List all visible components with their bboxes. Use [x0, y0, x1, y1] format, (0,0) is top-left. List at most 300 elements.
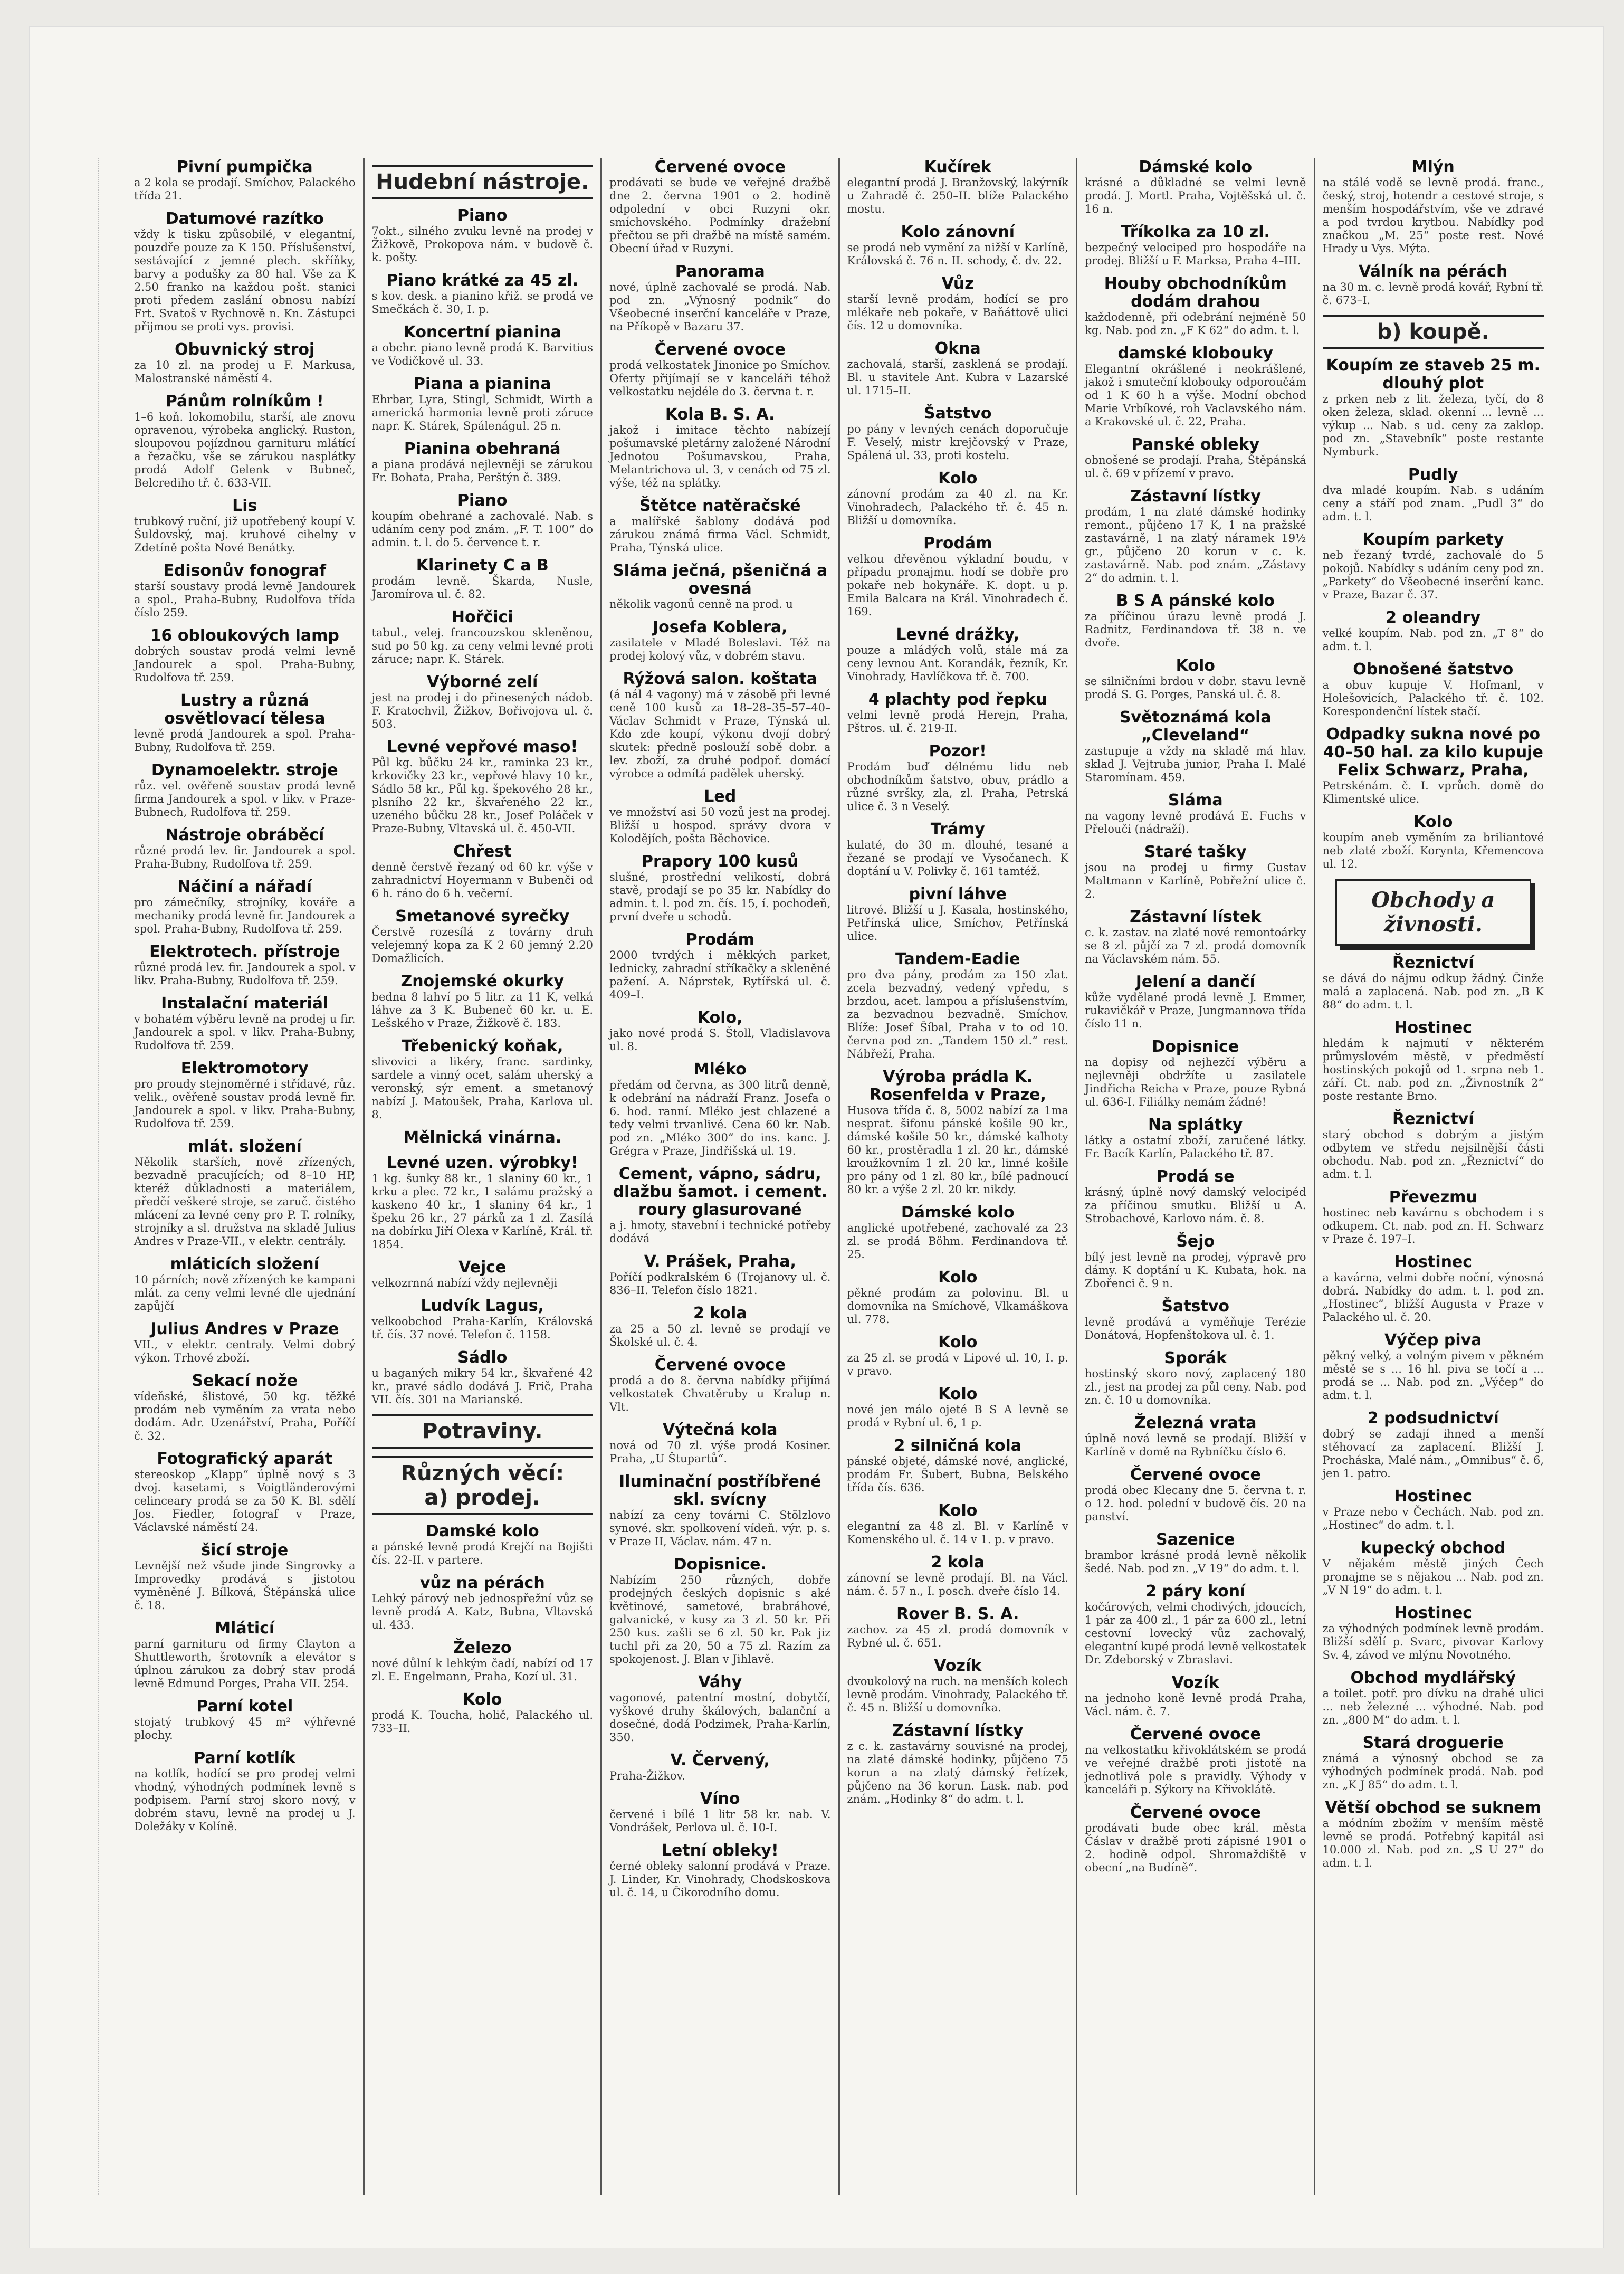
section-misc-sub: a) prodej.: [424, 1486, 541, 1510]
ad-title: Hořčici: [451, 608, 513, 626]
ad-title: 2 kola: [693, 1304, 747, 1322]
ad-title: Staré tašky: [1144, 843, 1247, 861]
section-heading-music: Hudební nástroje.: [372, 165, 594, 199]
ad-title: Parní kotel: [196, 1697, 293, 1716]
ad-text: bílý jest levně na prodej, výpravě pro dámy. K doptání u K. Kubata, hok. na Zbořenci č. 9 n.: [1085, 1251, 1306, 1290]
section-misc-title: Různých věcí:: [400, 1461, 565, 1486]
classified-ad: [372, 1691, 594, 1735]
ad-title: Kučírek: [924, 158, 991, 176]
classified-ad: [372, 673, 594, 731]
classified-ad: [134, 826, 356, 871]
ad-text: starý obchod s dobrým a jistým odbytem ve středu nejsilnější části obchodu. Nab. pod zn. „Řeznictví“ do adm. t. l.: [1322, 1128, 1544, 1181]
column-2: [365, 158, 603, 2195]
classified-ad: [847, 886, 1069, 943]
ad-title: Levné vepřové maso!: [387, 738, 578, 756]
ad-title: Damské kolo: [425, 1522, 539, 1540]
classified-ad: [134, 158, 356, 203]
ad-title: 2 oleandry: [1386, 608, 1481, 627]
ad-text: levně prodává a vyměňuje Terézie Donátová, Hopfenštokova ul. č. 1.: [1085, 1316, 1306, 1341]
classified-ad: [847, 743, 1069, 813]
classified-ad: [1085, 158, 1306, 216]
ad-title: Pozor!: [929, 742, 987, 760]
ad-text: koupím aneb vyměním za briliantové neb zlaté zboží. Korynta, Křemencova ul. 12.: [1322, 831, 1544, 870]
ad-text: látky a ostatní zboží, zaručené látky. Fr. Bacík Karlín, Palackého tř. 87.: [1085, 1134, 1306, 1160]
ad-title: Panorama: [675, 262, 765, 281]
ad-text: Levnější než všude jinde Singrovky a Improvedky prodává s jistotou vyměněné J. Bílková, Štěpánská ulice č. 18.: [134, 1559, 356, 1612]
ad-title: Kolo: [1413, 813, 1453, 831]
ad-text: v bohatém výběru levně na prodej u fir. Jandourek a spol. v likv. Praha-Bubny, Rudolfova tř. 259.: [134, 1013, 356, 1052]
ad-title: Trámy: [930, 820, 985, 839]
ad-title: Řeznictví: [1392, 954, 1474, 972]
classified-ad: [609, 1253, 831, 1297]
ad-title: Výčep piva: [1384, 1331, 1482, 1349]
ad-title: Kolo: [938, 1333, 978, 1352]
ad-title: Zástavní lístky: [1130, 487, 1261, 506]
ad-title: Levné uzen. výrobky!: [386, 1154, 578, 1172]
ad-text: hostinský skoro nový, zaplacený 180 zl., jest na prodej za půl ceny. Nab. pod zn. č. 10 u domovníka.: [1085, 1367, 1306, 1406]
classified-ad: [134, 943, 356, 987]
section-heading-buy: b) koupě.: [1323, 315, 1544, 349]
ad-text: na vagony levně prodává E. Fuchs v Přelouči (nádraží).: [1085, 810, 1306, 835]
ad-title: Vozík: [934, 1657, 982, 1675]
ad-text: 10 párních; nově zřízených ke kampani mlát. za ceny velmi levné dle ujednání zapůjčí: [134, 1273, 356, 1312]
classified-ad: [134, 341, 356, 385]
ad-text: Nabízím 250 různých, dobře prodejných českých dopisnic s aké květinové, sametové, brabráhové, galvanické, v kusy za 3 zl. 50 kr. Při 250 kus. zašli se 6 zl. 50 kr. Pak jiz tuchl při za 20, 50 a 75 zl. Razím za spokojenost. J. Blan v Jihlavě.: [609, 1574, 831, 1666]
classified-ad: [1323, 726, 1544, 806]
ad-text: zachov. za 45 zl. prodá domovník v Rybné ul. č. 651.: [847, 1623, 1068, 1649]
classified-ad: [1323, 661, 1544, 718]
ad-text: Lehký párový neb jednospřežní vůz se levně prodá A. Katz, Bubna, Vltavská ul. 433.: [371, 1592, 593, 1631]
ad-text: hledám k najmutí v některém průmyslovém městě, v předměstí hostinských pokojů od 1. srpna neb 1. září. Ct. nab. pod zn. „Živnostník 2“ poste restante Brno.: [1322, 1037, 1544, 1102]
classified-ad: [609, 853, 831, 924]
ad-title: Piano: [457, 491, 508, 510]
classified-ad: [609, 1556, 831, 1666]
classified-ad: [1085, 709, 1306, 784]
classified-ad: [847, 1554, 1069, 1598]
ad-title: Dámské kolo: [1139, 158, 1253, 176]
ad-title: Elektrotech. přístroje: [149, 943, 340, 961]
ad-text: Prodám buď délnému lidu neb obchodníkům šatstvo, obuv, prádlo a různé svršky, zla, zl. Praha, Petrská ulice č. 3 n Veselý.: [847, 760, 1068, 813]
ad-text: anglické upotřebené, zachovalé za 23 zl. se prodá Böhm. Ferdinandova tř. 25.: [847, 1222, 1068, 1261]
ad-title: Mláticí: [215, 1619, 275, 1638]
classified-ad: [1085, 1168, 1306, 1225]
ad-title: Cement, vápno, sádru, dlažbu šamot. i cement. roury glasurované: [613, 1165, 827, 1219]
classified-ad: [847, 1722, 1069, 1806]
ad-title: V. Červený,: [670, 1751, 770, 1769]
classified-ad: [1323, 1539, 1544, 1597]
ad-text: 1–6 koň. lokomobilu, starší, ale znovu opravenou, výrobeka anglický. Ruston, sloupovou pojízdnou garnituru mlátící a řezačku, vše se zárukou nasplátky prodá Adolf Gelenk v Bubneč, Belcrediho tř. č. 633-VII.: [134, 411, 356, 489]
classified-ad: [1085, 1674, 1306, 1718]
classified-ad: [609, 1356, 831, 1414]
classified-ad: [609, 788, 831, 845]
ad-text: litrové. Bližší u J. Kasala, hostinského, Petřínská ulice, Smíchov, Petřínská ulice.: [847, 903, 1068, 943]
classified-ad: [1323, 1410, 1544, 1480]
ad-title: Lis: [232, 497, 257, 515]
classified-ad: [847, 470, 1069, 527]
classified-ad: [609, 1790, 831, 1834]
ad-text: hostinec neb kavárnu s obchodem i s odkupem. Ct. nab. pod zn. H. Schwarz v Praze č. 197–I.: [1322, 1206, 1544, 1245]
ad-title: Vůz: [941, 274, 974, 293]
ad-title: Rover B. S. A.: [896, 1605, 1019, 1623]
classified-ad: [372, 973, 594, 1030]
ad-title: Mlýn: [1411, 158, 1455, 176]
ad-title: Převezmu: [1389, 1188, 1477, 1206]
ad-text: různé prodá lev. fir. Jandourek a spol. Praha-Bubny, Rudolfova tř. 259.: [134, 844, 356, 870]
ad-title: Piano krátké za 45 zl.: [386, 271, 579, 290]
ad-title: Sporák: [1164, 1349, 1227, 1367]
classified-ad: [847, 405, 1069, 462]
ad-title: Sádlo: [457, 1348, 508, 1367]
column-3: [602, 158, 840, 2195]
ad-text: velmi levně prodá Herejn, Praha, Pštros. ul. č. 219-II.: [847, 709, 1068, 735]
ad-title: Kolo zánovní: [901, 223, 1015, 241]
ad-text: bezpečný velociped pro hospodáře na prodej. Bližší u F. Marksa, Praha 4–III.: [1085, 241, 1306, 267]
ad-title: Náčiní a nářadí: [177, 878, 312, 896]
ad-text: na 30 m. c. levně prodá kovář, Rybní tř. č. 673–I.: [1322, 281, 1544, 307]
ad-text: pro dva pány, prodám za 150 zlat. zcela bezvadný, vedený vpředu, s brzdou, acet. lampou a příslušenstvím, za bezvadnou bezvadně. Smíchov. Blíže: Josef Šíbal, Praha v to od 10. června pod zn. „Tandem 150 zl.“ rest. Nábřeží, Praha.: [847, 968, 1068, 1060]
ad-title: Pudly: [1408, 465, 1458, 484]
ad-text: prodá obec Klecany dne 5. června t. r. o 12. hod. polední v budově čís. 20 na panství.: [1085, 1484, 1306, 1523]
classified-ad: [1323, 954, 1544, 1012]
ad-title: Červené ovoce: [654, 340, 786, 359]
ad-title: damské klobouky: [1117, 344, 1274, 363]
ad-title: V. Prášek, Praha,: [644, 1252, 796, 1271]
ad-title: Mléko: [693, 1060, 747, 1079]
ad-title: Datumové razítko: [165, 210, 324, 228]
ad-text: zachovalá, starší, zasklená se prodají. Bl. u stavitele Ant. Kubra v Lazarské ul. 1715–II.: [847, 358, 1068, 397]
classified-ad: [372, 738, 594, 835]
ad-text: vídeňské, šlistové, 50 kg. těžké prodám neb vyměním za vrata nebo dodám. Adr. Uzenářství, Praha, Poříčí č. 32.: [134, 1390, 356, 1442]
ad-text: prodám levně. Škarda, Nusle, Jaromírova ul. č. 82.: [371, 575, 593, 601]
ad-text: a obuv kupuje V. Hofmanl, v Holešovicích, Palackého tř. č. 102. Korespondenční lístek stačí.: [1322, 679, 1544, 718]
ad-title: Železná vrata: [1134, 1414, 1257, 1432]
ad-title: Šejo: [1176, 1232, 1215, 1251]
ad-title: Julius Andres v Praze: [150, 1320, 339, 1338]
ad-text: Čerstvě rozesílá z továrny druh velejemný kopa za K 2 60 jemný 2.20 Domažlicích.: [371, 926, 593, 965]
classified-ad: [134, 995, 356, 1052]
ad-title: Kolo: [1176, 656, 1215, 675]
ad-text: se dává do nájmu odkup žádný. Činže malá a zaplacená. Nab. pod zn. „B K 88“ do adm. t. l.: [1322, 972, 1544, 1011]
classified-ad: [1323, 813, 1544, 871]
ad-text: za výhodných podmínek levně prodám. Bližší sdělí p. Svarc, pivovar Karlovy Sv. 4, závod ve mlýnu Novotného.: [1322, 1622, 1544, 1661]
ad-text: Petrskénám. č. I. vprůch. domě do Klimentské ulice.: [1322, 779, 1544, 805]
ad-title: Větší obchod se suknem: [1325, 1799, 1541, 1817]
ad-text: slivovici a likéry, franc. sardinky, sardele a vinný ocet, salám uherský a veronský, sýr ement. a smetanový nabízí J. Matoušek, Praha, Karlova ul. 8.: [371, 1055, 593, 1121]
classified-ad: [134, 210, 356, 334]
classified-ad: [609, 1009, 831, 1053]
ad-title: 2 kola: [931, 1553, 985, 1572]
classified-columns: [127, 158, 1551, 2195]
classified-ad: [372, 1574, 594, 1632]
classified-ad: [847, 1334, 1069, 1378]
classified-ad: [1085, 275, 1306, 337]
ad-title: Prodám: [685, 930, 754, 949]
ad-text: kulaté, do 30 m. dlouhé, tesané a řezané se prodají ve Vysočanech. K doptání u V. Polivky č. 161 tamtéž.: [847, 839, 1068, 878]
section-heading-misc: [372, 1456, 594, 1515]
ad-title: Na splátky: [1148, 1116, 1243, 1134]
ad-text: a toilet. potř. pro dívku na drahé ulici ... neb železné ... výhodné. Nab. pod zn. „800 M“ do adm. t. l.: [1322, 1687, 1544, 1726]
classified-ad: [847, 1068, 1069, 1196]
ad-text: dvoukolový na ruch. na menších kolech levně prodám. Vinohrady, Palackého tř. č. 45 n. Bližší u domovníka.: [847, 1675, 1068, 1714]
classified-ad: [1085, 1466, 1306, 1524]
classified-ad: [372, 557, 594, 601]
classified-ad: [1085, 1349, 1306, 1407]
classified-ad: [609, 1673, 831, 1744]
classified-ad: [609, 406, 831, 490]
ad-title: Dynamoelektr. stroje: [151, 761, 338, 779]
ad-title: Mělnická vinárna.: [403, 1128, 562, 1147]
classified-ad: [847, 275, 1069, 332]
ad-title: Jelení a dančí: [1135, 973, 1255, 991]
ad-title: Prodám: [923, 534, 992, 553]
ad-title: Odpadky sukna nové po 40–50 hal. za kilo kupuje Felix Schwarz, Praha,: [1323, 725, 1543, 779]
margin-dots: [98, 158, 101, 2195]
classified-ad: [1085, 488, 1306, 585]
ad-text: dobrých soustav prodá velmi levně Jandourek a spol. Praha-Bubny, Rudolfova tř. 259.: [134, 645, 356, 684]
ad-title: Červené ovoce: [1130, 1803, 1261, 1822]
ad-text: velké koupím. Nab. pod zn. „T 8“ do adm. t. l.: [1322, 627, 1544, 653]
classified-ad: [1323, 1734, 1544, 1792]
classified-ad: [847, 821, 1069, 878]
ad-text: Husova třída č. 8, 5002 nabízí za 1ma nesprat. šifonu pánské košile 90 kr., dámské košile 50 kr., dámské kalhoty 60 kr., prostěradla 1 zl. 20 kr., dámské kroužkovním 1 zl. 20 kr., linné košile pro pány od 1 zl. 80 kr., bílé padnoucí 80 kr. a výše 2 zl. 20 kr. nikdy.: [847, 1104, 1068, 1196]
classified-ad: [1323, 1188, 1544, 1246]
ad-title: Josefa Koblera,: [652, 618, 788, 636]
classified-ad: [1323, 1253, 1544, 1324]
ad-title: Víno: [700, 1790, 740, 1808]
classified-ad: [1085, 345, 1306, 429]
ad-text: a kavárna, velmi dobře noční, výnosná dobrá. Nabídky do adm. t. l. pod zn. „Hostinec“, bližší Augusta v Praze v Palackého ul. č. 20.: [1322, 1271, 1544, 1324]
ad-text: několik vagonů cenně na prod. u: [609, 598, 793, 611]
classified-ad: [1085, 657, 1306, 701]
ad-title: Zástavní lístky: [892, 1721, 1024, 1740]
classified-ad: [134, 692, 356, 754]
ad-text: na kotlík, hodící se pro prodej velmi vhodný, výhodných podmínek levně s podpisem. Parní stroj skoro nový, v dobrém stavu, levně na prodej u J. Doležáky v Kolíně.: [134, 1767, 356, 1833]
ad-text: prodá a do 8. června nabídky přijímá velkostatek Chvatěruby u Kralup n. Vlt.: [609, 1374, 831, 1413]
classified-ad: [1323, 357, 1544, 459]
ad-text: velkou dřevěnou výkladní boudu, v případu pronajmu. hodí se dobře pro pokaře neb hokynáře. K. dopt. u p. Emila Balcara na Král. Vinohradech č. 169.: [847, 553, 1068, 618]
ad-title: Železo: [453, 1639, 512, 1657]
ad-title: Edisonův fonograf: [163, 562, 327, 580]
classified-ad: [372, 272, 594, 316]
ad-text: starší levně prodám, hodící se pro mlékaře neb pokaře, v Baňáttově ulici čís. 12 u domovníka.: [847, 293, 1068, 332]
classified-ad: [134, 1620, 356, 1690]
classified-ad: [1085, 1583, 1306, 1667]
ad-title: Iluminační postříbřené skl. svícny: [619, 1472, 821, 1509]
ad-text: Půl kg. bůčku 24 kr., raminka 23 kr., krkovičky 23 kr., vepřové hlavy 10 kr., Sádlo 58 kr., Půl kg. špekového 28 kr., plsního 22 kr., škvařeného 22 kr., uzeného bůčku 28 kr., Josef Poláček v Praze-Bubny, Vltavská ul. č. 450-VII.: [371, 756, 593, 835]
ad-title: Koupím parkety: [1362, 530, 1504, 549]
ad-text: denně čerstvě řezaný od 60 kr. výše v zahradnictví Hoyermann v Bubenči od 6 h. ráno do 6 h. večerní.: [371, 861, 593, 900]
ad-text: zasilatele v Mladé Boleslavi. Též na prodej kolový vůz, v dobrém stavu.: [609, 636, 831, 662]
classified-ad: [847, 340, 1069, 397]
ad-text: na jednoho koně levně prodá Praha, Václ. nám. č. 7.: [1085, 1692, 1306, 1718]
ad-text: nové důlní k lehkým čadí, nabízí od 17 zl. E. Engelmann, Praha, Kozí ul. 31.: [371, 1657, 593, 1683]
classified-ad: [609, 1752, 831, 1783]
ad-text: koupím obehrané a zachovalé. Nab. s udáním ceny pod znám. „F. T. 100“ do admin. t. l. do 5. července t. r.: [371, 510, 593, 549]
classified-ad: [134, 393, 356, 490]
classified-ad: [609, 263, 831, 334]
ad-text: červené i bílé 1 litr 58 kr. nab. V. Vondrášek, Perlova ul. č. 10-I.: [609, 1808, 831, 1834]
classified-ad: [1323, 609, 1544, 653]
classified-ad: [1085, 1726, 1306, 1796]
classified-ad: [609, 1421, 831, 1466]
classified-ad: [847, 691, 1069, 735]
classified-ad: [1085, 1804, 1306, 1875]
ad-text: prodá velkostatek Jinonice po Smíchov. Oferty přijímají se v kanceláři téhož velkostatku nejdéle do 3. června t. r.: [609, 359, 831, 398]
ad-text: každodenně, při odebrání nejméně 50 kg. Nab. pod zn. „F K 62“ do adm. t. l.: [1085, 311, 1306, 337]
ad-title: Šatstvo: [923, 404, 992, 423]
ad-text: Praha-Žižkov.: [609, 1769, 685, 1782]
ad-text: pro proudy stejnoměrné i střídavé, růz. velik., ověřeně soustav prodá levně fir. Jandourek a spol. v likv. Praha-Bubny, Rudolfova tř. 259.: [134, 1078, 356, 1130]
classified-ad: [847, 626, 1069, 683]
ad-text: a piana prodává nejlevněji se zárukou Fr. Bohata, Praha, Perštýn č. 389.: [371, 458, 593, 484]
classified-ad: [847, 1385, 1069, 1430]
section-box-shops: Obchody a živnosti.: [1335, 879, 1532, 946]
ad-title: Červené ovoce: [1130, 1466, 1261, 1484]
ad-text: jest na prodej i do přinesených nádob. F. Kratochvil, Žižkov, Bořivojova ul. č. 503.: [371, 691, 593, 730]
classified-ad: [609, 931, 831, 1002]
ad-title: B S A pánské kolo: [1116, 592, 1275, 610]
ad-text: za příčinou úrazu levně prodá J. Radnitz, Ferdinandova tř. 38 n. ve dvoře.: [1085, 610, 1306, 649]
ad-title: Obchod mydlářský: [1350, 1669, 1516, 1687]
ad-title: 16 obloukových lamp: [150, 626, 339, 645]
ad-text: a obchr. piano levně prodá K. Barvitius ve Vodičkově ul. 33.: [371, 341, 593, 367]
ad-text: (á nál 4 vagony) má v zásobě při levné ceně 100 kusů za 18–28–35–57–40– Václav Schmidt v Praze, Týnská ul. Kdo zde koupí, výkonu dvojí dobrý skutek: předně poslouží sobě dobr. a lev. zboží, za druhé podpoř. domácí výrobce a odmítá padělek uherský.: [609, 688, 831, 780]
ad-title: Řeznictví: [1392, 1110, 1474, 1128]
classified-ad: [372, 492, 594, 549]
classified-ad: [372, 207, 594, 264]
classified-ad: [134, 762, 356, 819]
ad-title: Kolo: [938, 1501, 978, 1520]
classified-ad: [847, 158, 1069, 216]
ad-text: různé prodá lev. fir. Jandourek a spol. v likv. Praha-Bubny, Rudolfova tř. 259.: [134, 961, 356, 987]
ad-text: 2000 tvrdých i měkkých parket, lednicky, zahradní stříkačky a skleněné pažení. A. Náprstek, Rytířská ul. č. 409–I.: [609, 949, 831, 1001]
ad-title: Sláma ječná, pšeničná a ovesná: [613, 562, 828, 598]
ad-text: 1 kg. šunky 88 kr., 1 slaniny 60 kr., 1 krku a plec. 72 kr., 1 salámu pražský a kaskeno 40 kr., 1 slaniny 64 kr., 1 špeku 26 kr., 27 párků za 1 zl. Zasílá na dobírku Jiří Olexa v Karlíně, Král. tř. 1854.: [371, 1172, 593, 1251]
classified-ad: [609, 619, 831, 663]
classified-ad: [134, 1372, 356, 1443]
ad-text: ve množství asi 50 vozů jest na prodej. Bližší u hospod. správy dvora v Kolodějích, pošta Běchovice.: [609, 806, 831, 845]
ad-text: elegantní prodá J. Branžovský, lakýrník u Zahradě č. 250–II. blíže Palackého mostu.: [847, 176, 1068, 215]
ad-text: VII., v elektr. centraly. Velmi dobrý výkon. Trhové zboží.: [134, 1338, 356, 1364]
classified-ad: [609, 341, 831, 398]
ad-title: Rýžová salon. koštata: [623, 670, 818, 688]
classified-ad: [1085, 1298, 1306, 1342]
ad-title: Pánům rolníkům !: [165, 392, 324, 411]
ad-title: šicí stroje: [201, 1541, 289, 1559]
ad-text: na velkostatku křivoklátském se prodá ve veřejné dražbě proti jistotě na jednotlivá pole s pravidly. Výhody v kanceláři p. Sýkory na Křivoklátě.: [1085, 1744, 1306, 1796]
classified-ad: [609, 1165, 831, 1245]
ad-text: velkozrnná nabízí vždy nejlevněji: [371, 1277, 558, 1289]
ad-title: Výroba prádla K. Rosenfelda v Praze,: [869, 1068, 1046, 1104]
classified-ad: [609, 158, 831, 255]
classified-ad: [1085, 973, 1306, 1031]
ad-title: Tandem-Eadie: [895, 950, 1020, 968]
ad-title: Houby obchodníkům dodám drahou: [1104, 274, 1287, 311]
ad-text: dobrý se zadají ihned a menší stěhovací za zaplacení. Bližší J. Procháska, Malé nám., „Omnibus“ č. 6, jen 1. patro.: [1322, 1428, 1544, 1480]
ad-title: mlát. složení: [187, 1137, 302, 1156]
ad-text: 7okt., silného zvuku levně na prodej v Žižkově, Prokopova nám. v budově č. k. pošty.: [371, 225, 593, 264]
ad-title: Červené ovoce: [654, 1356, 786, 1374]
ad-text: vždy k tisku způsobilé, v elegantní, pouzdře pouze za K 150. Příslušenství, sestávající z jemné plech. skříňky, barvy a podušky za 80 hal. Vše za K 2.50 franko na každou pošt. stanici proti předem zaslání obnosu nabízí Frt. Svatoš v Rychnově n. Kn. Zástupci přijmou se proti vys. provisi.: [134, 228, 356, 333]
ad-title: kupecký obchod: [1361, 1539, 1506, 1557]
ad-title: mláticích složení: [170, 1255, 319, 1273]
classified-ad: [609, 1473, 831, 1548]
ad-text: bedna 8 lahví po 5 litr. za 11 K, velká láhve za 3 K. Bubeneč 60 kr. u. E. Lešského v Praze, Žižkově č. 183.: [371, 991, 593, 1030]
classified-ad: [372, 1154, 594, 1251]
ad-text: u baganých mikry 54 kr., škvařené 42 kr., pravé sádlo dodává J. Frič, Praha VII. čís. 301 na Marianské.: [371, 1367, 593, 1406]
ad-text: prodám, 1 na zlaté dámské hodinky remont., půjčeno 17 K, 1 na pražské zastavárně, 1 na zlatý náramek 19½ gr., půjčeno 20 korun v c. k. zastavárně. Nab. pod znám. „Zástavy 2“ do admin. t. l.: [1085, 506, 1306, 584]
classified-ad: [372, 375, 594, 433]
ad-title: Vozík: [1171, 1673, 1219, 1692]
ad-title: Kolo: [463, 1690, 502, 1709]
classified-ad: [1323, 466, 1544, 524]
classified-ad: [372, 1129, 594, 1147]
ad-text: kůže vydělané prodá levně J. Emmer, rukavičkář v Praze, Jungmannova třída číslo 11 n.: [1085, 991, 1306, 1030]
ad-text: kočárových, velmi chodivých, jdoucích, 1 pár za 400 zl., 1 pár za 600 zl., letní cestovní lovecký vůz zachovalý, elegantní kupé prodá levně velkostatek Dr. Zdeborský v Zbraslavi.: [1085, 1601, 1306, 1666]
ad-text: a módním zbožím v menším městě levně se prodá. Potřebný kapitál asi 10.000 zl. Nab. pod zn. „S U 27“ do adm. t. l.: [1322, 1817, 1544, 1869]
ad-title: Klarinety C a B: [416, 556, 549, 575]
classified-ad: [134, 1698, 356, 1742]
ad-text: a j. hmoty, stavební i technické potřeby dodává: [609, 1219, 831, 1245]
ad-title: Zástavní lístek: [1130, 908, 1262, 926]
classified-ad: [1085, 1038, 1306, 1109]
classified-ad: [1323, 158, 1544, 255]
ad-title: Pianina obehraná: [404, 440, 561, 458]
ad-title: Vejce: [458, 1258, 507, 1277]
classified-ad: [1085, 1116, 1306, 1160]
classified-ad: [1085, 792, 1306, 836]
ad-text: parní garnituru od firmy Clayton a Shuttleworth, šrotovník a elevátor s úplnou zárukou za dobrý stav prodá levně Edmund Porges, Praha VII. 254.: [134, 1638, 356, 1690]
classified-ad: [134, 1542, 356, 1612]
ad-title: Kolo: [938, 1385, 978, 1403]
ad-title: Třebenický koňak,: [402, 1037, 563, 1055]
classified-ad: [372, 440, 594, 484]
classified-ad: [1323, 1488, 1544, 1532]
ad-text: stojatý trubkový 45 m² výhřevné plochy.: [134, 1716, 356, 1742]
ad-title: Hostinec: [1394, 1253, 1473, 1271]
ad-title: Červené ovoce: [1130, 1725, 1261, 1744]
ad-text: po pány v levných cenách doporučuje F. Veselý, mistr krejčovský v Praze, Spálená ul. 33, proti kostelu.: [847, 423, 1068, 462]
ad-text: pěkné prodám za polovinu. Bl. u domovníka na Smíchově, Vlkamáškova ul. 778.: [847, 1287, 1068, 1326]
ad-text: stereoskop „Klapp“ úplně nový s 3 dvoj. kasetami, s Voigtländerovými celinceary prodá se za 50 K. Bl. sdělí Jos. Fiedler, fotograf v Praze, Václavské náměstí 24.: [134, 1468, 356, 1534]
ad-text: V nějakém městě jiných Čech pronajme se s nějakou ... Nab. pod zn. „V N 19“ do adm. t. l.: [1322, 1557, 1544, 1596]
ad-title: Hostinec: [1394, 1604, 1473, 1622]
classified-ad: [134, 562, 356, 620]
ad-title: Hostinec: [1394, 1487, 1473, 1506]
ad-title: Prodá se: [1156, 1167, 1235, 1186]
ad-text: na dopisy od nejhezčí výběru a nejlevněji obdržíte u zasilatele Jindřicha Reicha v Praze, pouze Rybná ul. 636-I. Filiálky nemám žádné!: [1085, 1056, 1306, 1108]
ad-title: Červené ovoce: [654, 158, 786, 176]
ad-title: Světoznámá kola „Cleveland“: [1119, 708, 1272, 745]
ad-text: pouze a mládých volů, stále má za ceny levnou Ant. Korandák, řezník, Kr. Vinohrady, Havlíčkova tř. č. 700.: [847, 644, 1068, 683]
classified-ad: [134, 1320, 356, 1365]
ad-text: zánovní se levně prodají. Bl. na Václ. nám. č. 57 n., I. posch. dveře číslo 14.: [847, 1572, 1068, 1597]
classified-ad: [134, 1255, 356, 1313]
ad-title: Pivní pumpička: [176, 158, 313, 176]
ad-title: pivní láhve: [909, 885, 1007, 903]
ad-title: Letní obleky!: [661, 1841, 779, 1860]
classified-ad: [372, 1038, 594, 1121]
classified-ad: [1085, 1233, 1306, 1290]
ad-text: krásný, úplně nový damský velocipéd za příčinou smutku. Bližší u A. Strobachové, Karlovo nám. č. 8.: [1085, 1186, 1306, 1225]
ad-title: Piano: [457, 206, 508, 225]
ad-text: z c. k. zastavárny souvisné na prodej, na zlaté dámské hodinky, půjčeno 75 korun a na zlatý dámský řetízek, půjčeno na 36 korun. Lask. nab. pod znám. „Hodinky 8“ do adm. t. l.: [847, 1740, 1068, 1805]
classified-ad: [1085, 592, 1306, 650]
classified-ad: [134, 878, 356, 936]
ad-text: úplně nová levně se prodají. Bližší v Karlíně v domě na Rybníčku číslo 6.: [1085, 1432, 1306, 1458]
ad-title: Nástroje obráběcí: [165, 826, 324, 844]
ad-text: obnošené se prodají. Praha, Štěpánská ul. č. 69 v přízemí v pravo.: [1085, 454, 1306, 480]
